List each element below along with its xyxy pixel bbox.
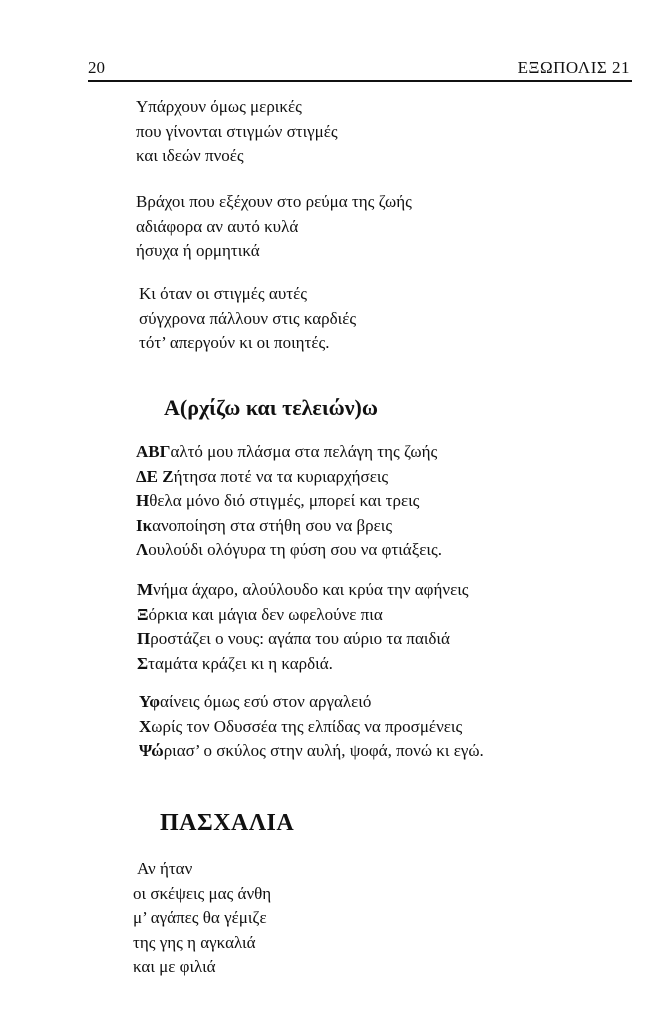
poem-line: Χωρίς τον Οδυσσέα της ελπίδας να προσμένεις <box>139 716 463 736</box>
acrostic-letters: Η <box>136 491 150 510</box>
poem-line: ΔΕ Ζήτησα ποτέ να τα κυριαρχήσεις <box>136 466 389 486</box>
poem-line: Μνήμα άχαρο, αλούλουδο και κρύα την αφήνεις <box>137 580 469 599</box>
poem-line: Αν ήταν <box>137 859 193 878</box>
poem-line: Λουλούδι ολόγυρα τη φύση σου να φτιάξεις. <box>136 540 442 559</box>
poem-line: Υπάρχουν όμως μερικές <box>136 97 302 116</box>
acrostic-letters: ΔΕ Ζ <box>136 466 174 486</box>
poem-line: της γης η αγκαλιά <box>133 932 256 952</box>
poem-line: τότ’ απεργούν κι οι ποιητές. <box>139 333 330 352</box>
poem-line: Σταμάτα κράζει κι η καρδιά. <box>137 653 333 673</box>
poem-line: και με φιλιά <box>133 957 216 976</box>
poem-line: Κι όταν οι στιγμές αυτές <box>139 284 307 303</box>
poem-line: ΑΒΓαλτό μου πλάσμα στα πελάγη της ζωής <box>136 442 438 461</box>
acrostic-letters: Ικ <box>136 515 153 535</box>
poem3-stanza-1 <box>133 857 271 980</box>
page-header <box>88 58 632 82</box>
acrostic-letters: Λ <box>136 540 149 559</box>
poem2-stanza-3 <box>139 690 484 764</box>
acrostic-letters: Σ <box>137 653 149 673</box>
acrostic-letters: Χ <box>139 716 152 736</box>
acrostic-letters: Π <box>137 629 151 648</box>
acrostic-letters: Υφ <box>139 692 161 711</box>
poem1-stanza-1 <box>136 95 338 169</box>
poem-line: και ιδεών πνοές <box>136 146 244 165</box>
poem-line: που γίνονται στιγμών στιγμές <box>136 121 338 141</box>
poem-line: Προστάζει ο νους: αγάπα του αύριο τα παιδιά <box>137 629 450 648</box>
poem2-stanza-2 <box>137 578 469 676</box>
acrostic-letters: Μ <box>137 580 154 599</box>
poem-line: Υφαίνεις όμως εσύ στον αργαλειό <box>139 692 372 711</box>
poem-title: Α(ρχίζω και τελειών)ω <box>164 395 378 420</box>
page-number: 20 <box>88 58 105 77</box>
poem1-stanza-2 <box>136 190 412 264</box>
poem-line: Ηθελα μόνο διό στιγμές, μπορεί και τρεις <box>136 491 420 510</box>
poem-line: οι σκέψεις μας άνθη <box>133 883 272 903</box>
poem-title: ΠΑΣΧΑΛΙΑ <box>160 810 295 836</box>
poem-line: μ’ αγάπες θα γέμιζε <box>133 908 267 927</box>
acrostic-letters: Ψώ <box>139 741 164 760</box>
poem-line: Βράχοι που εξέχουν στο ρεύμα της ζωής <box>136 192 412 211</box>
poem-line: αδιάφορα αν αυτό κυλά <box>136 216 299 236</box>
poem-line: ήσυχα ή ορμητικά <box>136 241 260 260</box>
poem-line: Ικανοποίηση στα στήθη σου να βρεις <box>136 515 393 535</box>
poem2-stanza-1 <box>136 440 442 563</box>
running-title: ΕΞΩΠΟΛΙΣ 21 <box>517 58 630 77</box>
poem-line: Ψώριασ’ ο σκύλος στην αυλή, ψοφά, πονώ κι εγώ. <box>139 741 484 760</box>
poem-line: σύγχρονα πάλλουν στις καρδιές <box>139 308 357 328</box>
acrostic-letters: ΑΒΓ <box>136 442 171 461</box>
poem-line: Ξόρκια και μάγια δεν ωφελούνε πια <box>137 604 383 624</box>
poem1-stanza-3 <box>139 282 356 356</box>
acrostic-letters: Ξ <box>137 604 149 624</box>
